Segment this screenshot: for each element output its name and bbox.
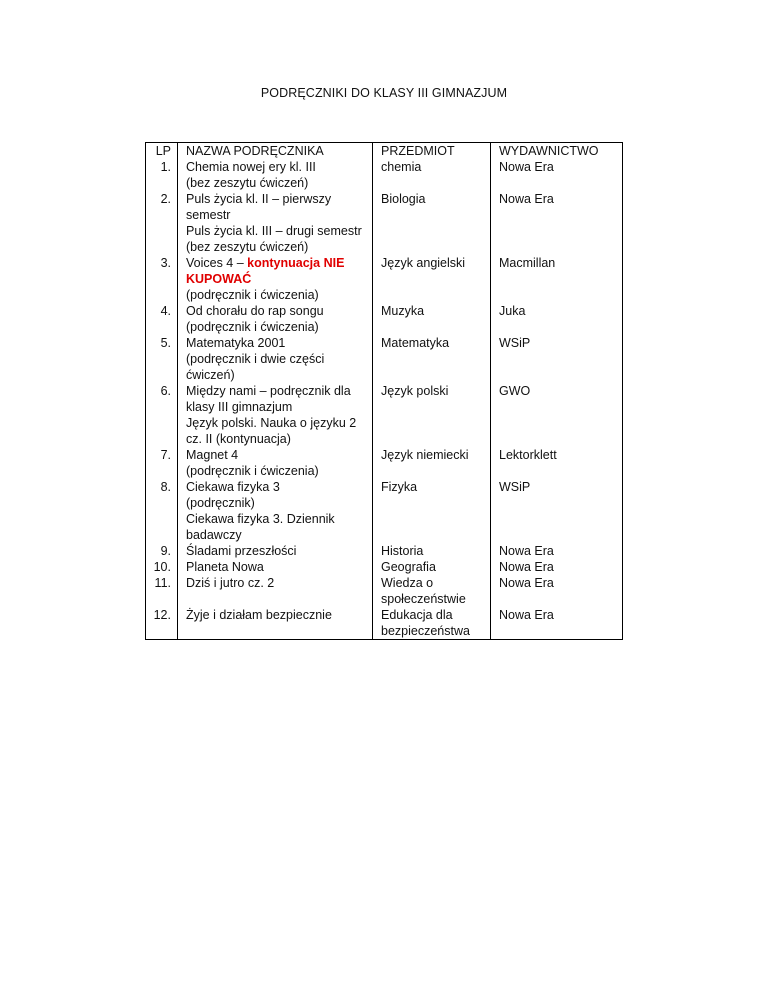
row-subject-line: bezpieczeństwa	[381, 624, 470, 638]
row-name-line: (podręcznik i dwie części	[186, 352, 325, 366]
header-publisher-label: WYDAWNICTWO	[499, 144, 599, 158]
table-row	[146, 607, 623, 640]
table-row	[146, 543, 623, 607]
row-subject	[373, 607, 491, 640]
row-subject	[373, 543, 491, 607]
row-publisher: Nowa Era	[491, 607, 623, 640]
row-name	[178, 479, 373, 543]
table-row	[146, 255, 623, 303]
row-subject: Język polski	[373, 383, 491, 447]
row-lp: 8.	[146, 479, 178, 543]
row-lp-value: 10.	[153, 560, 171, 574]
row-name-line: Język polski. Nauka o języku 2	[186, 416, 357, 430]
row-name-line: klasy III gimnazjum	[186, 400, 293, 414]
row-publisher: Juka	[491, 303, 623, 335]
page-title: PODRĘCZNIKI DO KLASY III GIMNAZJUM	[260, 86, 508, 100]
row-name-line: ćwiczeń)	[186, 368, 235, 382]
row-name-line: Puls życia kl. III – drugi semestr	[186, 224, 362, 238]
row-name	[178, 543, 373, 607]
table-row	[146, 303, 623, 335]
row-publisher-line: Nowa Era	[499, 560, 554, 574]
row-name	[178, 383, 373, 447]
row-name-line: (bez zeszytu ćwiczeń)	[186, 176, 309, 190]
header-lp-label: LP	[155, 144, 171, 158]
header-publisher	[491, 143, 623, 192]
row-lp	[146, 543, 178, 607]
row-name-line: Między nami – podręcznik dla	[186, 384, 351, 398]
row-name-line: Ciekawa fizyka 3. Dziennik	[186, 512, 335, 526]
row-subject-line: Wiedza o	[381, 576, 434, 590]
row-subject: Biologia	[373, 191, 491, 255]
row-lp: 3.	[146, 255, 178, 303]
row-subject: chemia	[381, 160, 422, 174]
row-lp-value: 9.	[160, 544, 171, 558]
row-publisher: Nowa Era	[499, 160, 554, 174]
row-subject-line: Historia	[381, 544, 424, 558]
row-name	[178, 191, 373, 255]
header-subject	[373, 143, 491, 192]
row-name-line: badawczy	[186, 528, 242, 542]
row-name	[178, 335, 373, 383]
table-row	[146, 479, 623, 543]
row-subject-line: społeczeństwie	[381, 592, 466, 606]
row-publisher-line: Nowa Era	[499, 576, 554, 590]
row-name-line: (podręcznik i ćwiczenia)	[186, 288, 319, 302]
row-name-line	[186, 255, 368, 271]
table-row	[146, 335, 623, 383]
row-name-line: Ciekawa fizyka 3	[186, 480, 280, 494]
row-name-line: (podręcznik i ćwiczenia)	[186, 320, 319, 334]
textbooks-table	[145, 142, 623, 640]
row-name	[178, 447, 373, 479]
row-publisher: Lektorklett	[491, 447, 623, 479]
row-lp: 1.	[160, 160, 171, 174]
row-lp: 7.	[146, 447, 178, 479]
row-lp: 4.	[146, 303, 178, 335]
row-name-line: semestr	[186, 208, 231, 222]
row-subject: Język angielski	[373, 255, 491, 303]
row-lp: 12.	[146, 607, 178, 640]
row-subject: Muzyka	[373, 303, 491, 335]
row-publisher-line: Nowa Era	[499, 544, 554, 558]
row-lp: 5.	[146, 335, 178, 383]
row-name-line: Dziś i jutro cz. 2	[186, 576, 275, 590]
table-row	[146, 191, 623, 255]
row-name-line: Od chorału do rap songu	[186, 304, 324, 318]
row-name-line: cz. II (kontynuacja)	[186, 432, 291, 446]
row-name-line: Magnet 4	[186, 448, 239, 462]
row-name-line: (bez zeszytu ćwiczeń)	[186, 240, 309, 254]
row-name-line: Chemia nowej ery kl. III	[186, 160, 316, 174]
row-name-line: Śladami przeszłości	[186, 544, 297, 558]
row-publisher: WSiP	[491, 479, 623, 543]
row-subject-line: Edukacja dla	[381, 608, 453, 622]
row-name-line: Planeta Nowa	[186, 560, 264, 574]
table-row	[146, 447, 623, 479]
header-subject-label: PRZEDMIOT	[381, 144, 455, 158]
row-name-line: (podręcznik)	[186, 496, 255, 510]
row-publisher: Nowa Era	[491, 191, 623, 255]
header-name	[178, 143, 373, 192]
table-header-row	[146, 143, 623, 192]
row-name	[178, 303, 373, 335]
row-subject: Język niemiecki	[373, 447, 491, 479]
row-name-line: Matematyka 2001	[186, 336, 286, 350]
row-lp: 6.	[146, 383, 178, 447]
do-not-buy-warning: KUPOWAĆ	[186, 272, 252, 286]
row-subject: Fizyka	[373, 479, 491, 543]
row-publisher: WSiP	[491, 335, 623, 383]
row-publisher	[491, 543, 623, 607]
row-subject: Matematyka	[373, 335, 491, 383]
row-publisher: GWO	[491, 383, 623, 447]
header-name-label: NAZWA PODRĘCZNIKA	[186, 144, 324, 158]
header-lp	[146, 143, 178, 192]
row-name	[178, 255, 373, 303]
row-subject-line: Geografia	[381, 560, 436, 574]
row-lp-value: 11.	[154, 576, 171, 590]
row-name-prefix: Voices 4 –	[186, 256, 248, 270]
table-row	[146, 383, 623, 447]
row-name: Żyje i działam bezpiecznie	[178, 607, 373, 640]
row-publisher: Macmillan	[491, 255, 623, 303]
do-not-buy-warning: kontynuacja NIE	[247, 256, 345, 270]
row-name-line: (podręcznik i ćwiczenia)	[186, 464, 319, 478]
row-name-line: Puls życia kl. II – pierwszy	[186, 192, 332, 206]
row-lp: 2.	[146, 191, 178, 255]
